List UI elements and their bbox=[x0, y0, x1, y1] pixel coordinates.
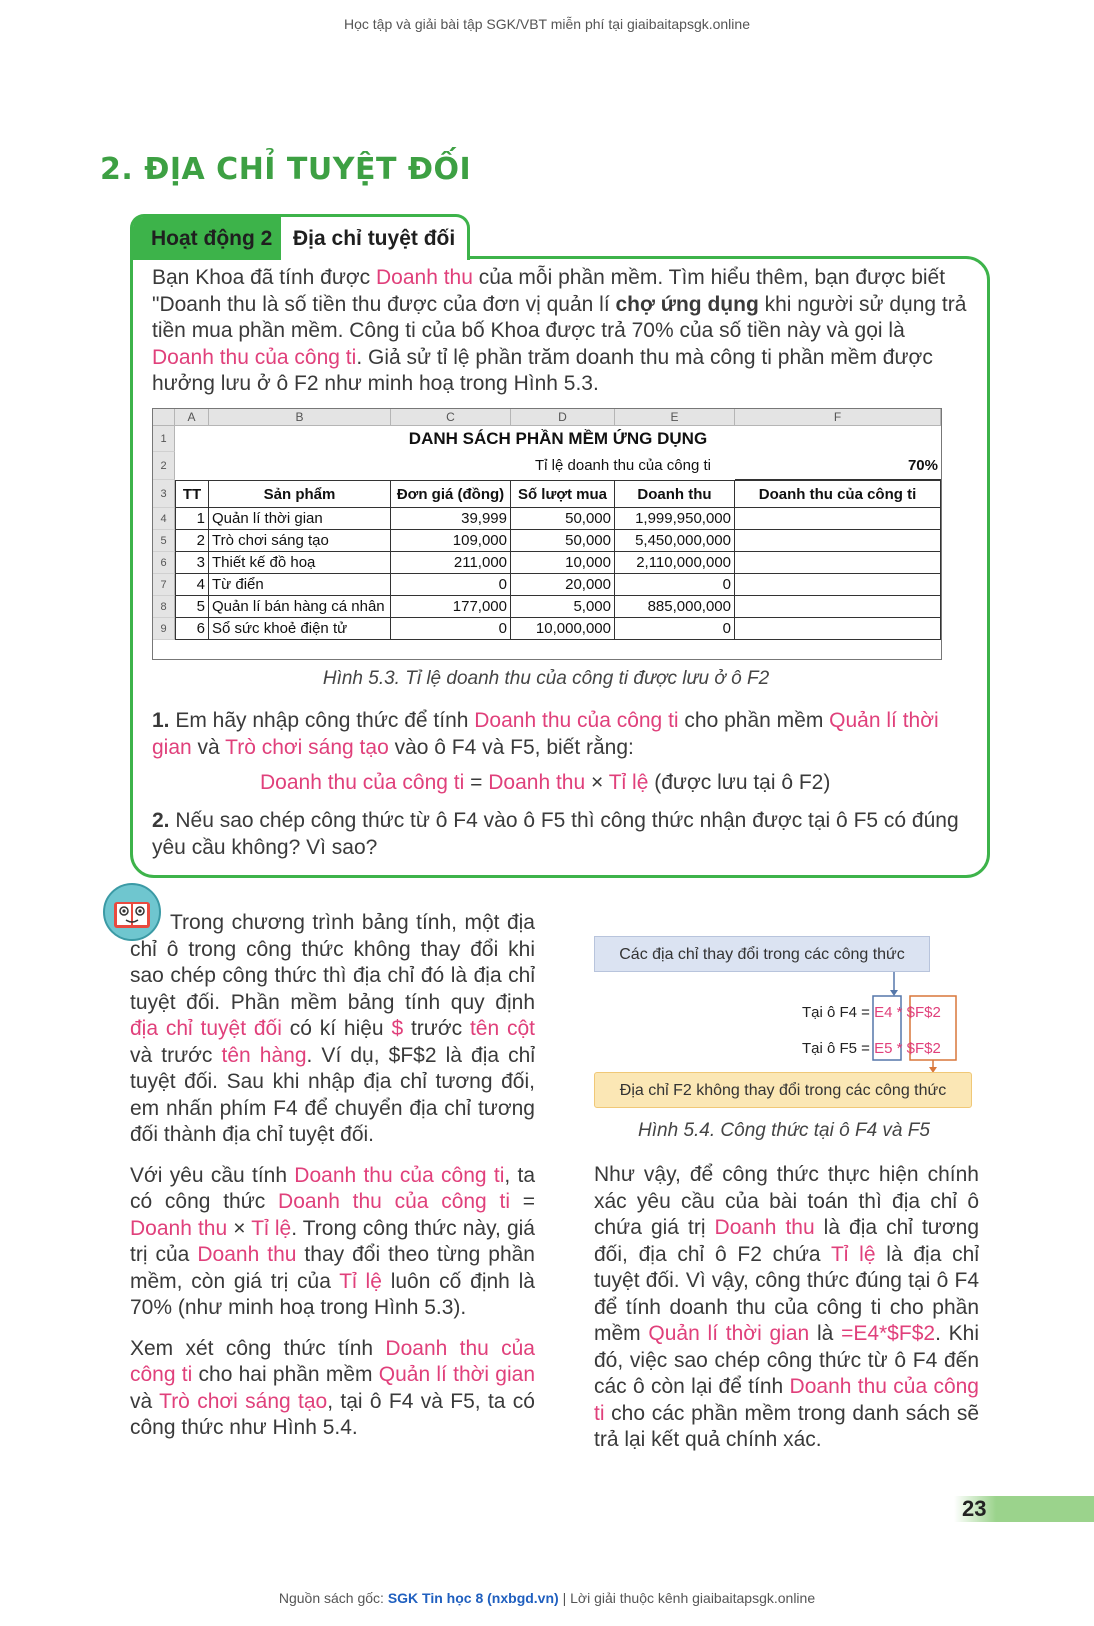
text-segment: Bạn Khoa đã tính được bbox=[152, 266, 376, 289]
page-number: 23 bbox=[962, 1496, 987, 1521]
text-segment: khi người sử dụng trả tiền mua phần mềm. Công ti của bố Khoa được trả 70% của số tiền này và gọi là bbox=[152, 292, 967, 342]
sheet-row-header: 2 bbox=[153, 452, 175, 480]
text-segment: là bbox=[809, 1322, 842, 1345]
sheet-data-cell: 10,000,000 bbox=[511, 618, 615, 640]
text-segment: . Giả sử tỉ lệ phần trăm doanh thu mà công ti phần mềm được hưởng lưu ở ô F2 như minh hoạ trong Hình 5.3. bbox=[152, 345, 933, 395]
sheet-data-cell: 0 bbox=[615, 618, 735, 640]
formula-f4-operator: * bbox=[896, 1004, 903, 1021]
text-segment: Tỉ lệ bbox=[339, 1269, 382, 1293]
sheet-row-header: 9 bbox=[153, 618, 175, 640]
question-2 bbox=[152, 808, 982, 861]
text-segment: Tỉ lệ bbox=[251, 1216, 292, 1240]
diagram-bottom-label: Địa chỉ F2 không thay đổi trong các công thức bbox=[594, 1072, 972, 1108]
diagram-arrows bbox=[594, 972, 974, 1074]
sheet-data-cell: 5,450,000,000 bbox=[615, 530, 735, 552]
sheet-data-cell: Sổ sức khoẻ điện tử bbox=[209, 618, 391, 640]
text-segment: = bbox=[509, 1190, 535, 1213]
text-segment: vào ô F4 và F5, biết rằng: bbox=[388, 735, 634, 759]
text-segment: tên cột bbox=[469, 1017, 535, 1040]
text-segment: có kí hiệu bbox=[281, 1017, 392, 1040]
text-segment: Doanh thu bbox=[714, 1216, 815, 1239]
text-segment: Doanh thu của công ti bbox=[260, 771, 465, 794]
text-segment: Doanh thu bbox=[488, 771, 586, 794]
text-segment: và bbox=[191, 735, 226, 759]
activity-title: Địa chỉ tuyệt đối bbox=[293, 227, 456, 250]
figure-5-3-caption: Hình 5.3. Tỉ lệ doanh thu của công ti được lưu ở ô F2 bbox=[322, 668, 770, 689]
formula-f5-operator: * bbox=[896, 1040, 903, 1057]
text-segment: Nếu sao chép công thức từ ô F4 vào ô F5 thì công thức nhận được tại ô F5 có đúng yêu cầu không? Vì sao? bbox=[152, 809, 959, 859]
text-segment: của mỗi phần mềm. Tìm hiểu thêm, bạn được biết "Doanh thu là số tiền thu được của đơn vị quản lí bbox=[152, 266, 946, 316]
formula-f5 bbox=[802, 1040, 941, 1057]
text-segment: luôn cố định là 70% (như minh hoạ trong Hình 5.3). bbox=[130, 1269, 535, 1319]
sheet-rate-value: 70% bbox=[735, 452, 941, 480]
sheet-column-header: B bbox=[209, 409, 391, 426]
sheet-header-cell: Đơn giá (đồng) bbox=[391, 480, 511, 508]
activity-intro bbox=[152, 265, 972, 398]
text-segment: Em hãy nhập công thức để tính bbox=[169, 709, 475, 732]
text-segment: Tỉ lệ bbox=[830, 1242, 876, 1266]
sheet-header-cell: Doanh thu bbox=[615, 480, 735, 508]
sheet-data-cell: 1,999,950,000 bbox=[615, 508, 735, 530]
sheet-data-cell: 885,000,000 bbox=[615, 596, 735, 618]
sheet-header-cell: Số lượt mua bbox=[511, 480, 615, 508]
sheet-rate-label: Tỉ lệ doanh thu của công ti bbox=[535, 457, 711, 474]
formula-f4-relative: E4 bbox=[874, 1004, 893, 1021]
text-segment: × bbox=[227, 1216, 252, 1240]
text-segment: Trong chương trình bảng tính, một địa chỉ ô trong công thức không thay đổi khi sao chép công thức thì địa chỉ đó là địa chỉ tuyệt đối. Phần mềm bảng tính quy định bbox=[130, 911, 535, 1014]
sheet-column-header: F bbox=[735, 409, 941, 426]
footer-book-link[interactable]: SGK Tin học 8 (nxbgd.vn) bbox=[387, 1590, 559, 1606]
sheet-data-cell bbox=[735, 574, 941, 596]
text-segment: Xem xét công thức tính bbox=[130, 1336, 386, 1360]
sheet-header-cell: TT bbox=[175, 480, 209, 508]
text-segment: Doanh thu của công ti bbox=[594, 1375, 979, 1425]
formula-f4-absolute: $F$2 bbox=[906, 1004, 941, 1021]
diagram-top-label: Các địa chỉ thay đổi trong các công thức bbox=[594, 936, 930, 972]
text-segment: , tại ô F4 và F5, ta có công thức như Hình 5.4. bbox=[130, 1389, 535, 1439]
sheet-data-cell bbox=[735, 508, 941, 530]
text-segment: Quản lí thời gian bbox=[648, 1322, 810, 1345]
sheet-data-cell: 20,000 bbox=[511, 574, 615, 596]
text-segment: Doanh thu của công ti bbox=[474, 709, 679, 732]
footer bbox=[0, 1590, 1094, 1606]
sheet-data-cell: 2 bbox=[175, 530, 209, 552]
text-segment: Trò chơi sáng tạo bbox=[225, 735, 389, 759]
activity-tab bbox=[130, 214, 470, 260]
footer-prefix: Nguồn sách gốc: bbox=[278, 1590, 388, 1606]
sheet-data-cell: 4 bbox=[175, 574, 209, 596]
formula-f5-relative: E5 bbox=[874, 1040, 893, 1057]
sheet-column-header: A bbox=[175, 409, 209, 426]
formula-line bbox=[260, 771, 830, 795]
left-paragraph-1 bbox=[130, 910, 535, 1149]
section-title: 2. ĐỊA CHỈ TUYỆT ĐỐI bbox=[100, 152, 472, 187]
sheet-data-cell: Thiết kế đồ hoạ bbox=[209, 552, 391, 574]
sheet-data-cell bbox=[735, 552, 941, 574]
spreadsheet-figure bbox=[152, 408, 942, 660]
left-paragraph-2 bbox=[130, 1163, 535, 1322]
activity-number: Hoạt động 2 bbox=[151, 227, 273, 250]
formula-f5-prefix: Tại ô F5 = bbox=[802, 1040, 870, 1057]
sheet-data-cell bbox=[735, 530, 941, 552]
text-segment: 2. bbox=[152, 809, 170, 832]
text-segment: Doanh thu của công ti bbox=[130, 1336, 535, 1386]
sheet-data-cell: 50,000 bbox=[511, 508, 615, 530]
text-segment: Quản lí thời gian bbox=[152, 709, 939, 759]
sheet-data-cell: 1 bbox=[175, 508, 209, 530]
sheet-data-cell: 2,110,000,000 bbox=[615, 552, 735, 574]
text-segment: 1. bbox=[152, 709, 170, 732]
text-segment: cho các phần mềm trong danh sách sẽ trả lại kết quả chính xác. bbox=[594, 1401, 979, 1451]
text-segment: trước bbox=[403, 1017, 470, 1040]
sheet-data-cell: 0 bbox=[615, 574, 735, 596]
text-segment: Với yêu cầu tính bbox=[130, 1163, 295, 1187]
sheet-data-cell: Từ điển bbox=[209, 574, 391, 596]
text-segment: Quản lí thời gian bbox=[378, 1363, 535, 1386]
left-column bbox=[130, 910, 535, 1442]
sheet-data-cell: 6 bbox=[175, 618, 209, 640]
sheet-data-cell bbox=[735, 618, 941, 640]
sheet-header-cell: Doanh thu của công ti bbox=[735, 480, 941, 508]
text-segment: cho phần mềm bbox=[678, 709, 830, 732]
sheet-row-header: 3 bbox=[153, 480, 175, 508]
text-segment: thay đổi theo từng phần mềm, còn giá trị của bbox=[130, 1243, 535, 1293]
text-segment: . Khi đó, việc sao chép công thức từ ô F4 đến các ô còn lại để tính bbox=[594, 1322, 980, 1398]
sheet-row-header: 1 bbox=[153, 426, 175, 452]
text-segment: cho hai phần mềm bbox=[192, 1363, 379, 1386]
text-segment: và bbox=[130, 1389, 160, 1413]
sheet-corner bbox=[153, 409, 175, 426]
sheet-data-cell: 109,000 bbox=[391, 530, 511, 552]
text-segment: , ta có công thức bbox=[130, 1163, 535, 1213]
text-segment: =E4*$F$2 bbox=[841, 1322, 936, 1345]
formula-f4 bbox=[802, 1004, 941, 1021]
text-segment: . Ví dụ, $F$2 là địa chỉ tuyệt đối. Sau khi nhập địa chỉ tương đối, em nhấn phím F4 để chuyển địa chỉ tương đối thành địa chỉ tuyệt đối. bbox=[130, 1043, 535, 1146]
sheet-data-cell: 177,000 bbox=[391, 596, 511, 618]
text-segment: Như vậy, để công thức thực hiện chính xác yêu cầu của bài toán thì địa chỉ ô chứa giá trị bbox=[594, 1163, 979, 1239]
sheet-row-header: 6 bbox=[153, 552, 175, 574]
sheet-data-cell: Quản lí thời gian bbox=[209, 508, 391, 530]
text-segment: Doanh thu bbox=[375, 266, 473, 289]
sheet-column-header: C bbox=[391, 409, 511, 426]
text-segment: = bbox=[464, 771, 489, 794]
right-column-paragraph bbox=[594, 1162, 979, 1454]
left-paragraph-3 bbox=[130, 1336, 535, 1442]
text-segment: chợ ứng dụng bbox=[615, 292, 759, 316]
text-segment: $ bbox=[391, 1017, 404, 1040]
text-segment: Doanh thu của công ti bbox=[278, 1190, 510, 1213]
sheet-title: DANH SÁCH PHẦN MỀM ỨNG DỤNG bbox=[408, 429, 708, 448]
text-segment: Doanh thu của công ti bbox=[152, 345, 357, 369]
sheet-row-header: 8 bbox=[153, 596, 175, 618]
text-segment: Doanh thu bbox=[197, 1243, 297, 1266]
sheet-data-cell: 50,000 bbox=[511, 530, 615, 552]
sheet-column-header: D bbox=[511, 409, 615, 426]
text-segment: là địa chỉ tuyệt đối. Vì vậy, công thức đúng tại ô F4 để tính doanh thu của công ti cho phần mềm bbox=[594, 1242, 979, 1345]
question-1 bbox=[152, 708, 982, 761]
footer-suffix: | Lời giải thuộc kênh giaibaitapsgk.online bbox=[558, 1590, 816, 1606]
sheet-data-cell: 3 bbox=[175, 552, 209, 574]
sheet-data-cell: 39,999 bbox=[391, 508, 511, 530]
text-segment: Tỉ lệ bbox=[608, 771, 649, 794]
text-segment: Trò chơi sáng tạo bbox=[159, 1389, 328, 1413]
formula-f4-prefix: Tại ô F4 = bbox=[802, 1004, 870, 1021]
formula-f5-absolute: $F$2 bbox=[906, 1040, 941, 1057]
sheet-data-cell: Trò chơi sáng tạo bbox=[209, 530, 391, 552]
sheet-row-header: 4 bbox=[153, 508, 175, 530]
sheet-data-cell: Quản lí bán hàng cá nhân bbox=[209, 596, 391, 618]
sheet-data-cell: 0 bbox=[391, 574, 511, 596]
sheet-data-cell: 10,000 bbox=[511, 552, 615, 574]
sheet-data-cell: 5,000 bbox=[511, 596, 615, 618]
text-segment: Doanh thu của công ti bbox=[294, 1163, 505, 1187]
text-segment: . Trong công thức này, giá trị của bbox=[130, 1216, 535, 1266]
sheet-data-cell: 5 bbox=[175, 596, 209, 618]
sheet-data-cell: 211,000 bbox=[391, 552, 511, 574]
text-segment: và trước bbox=[130, 1043, 222, 1067]
sheet-data-cell bbox=[735, 596, 941, 618]
top-note: Học tập và giải bài tập SGK/VBT miễn phí tại giaibaitapsgk.online bbox=[344, 16, 750, 32]
text-segment: là địa chỉ tương đối, địa chỉ ô F2 chứa bbox=[594, 1216, 979, 1266]
text-segment: địa chỉ tuyệt đối bbox=[130, 1017, 282, 1040]
sheet-header-cell: Sản phẩm bbox=[209, 480, 391, 508]
sheet-column-header: E bbox=[615, 409, 735, 426]
sheet-row-header: 5 bbox=[153, 530, 175, 552]
sheet-data-cell: 0 bbox=[391, 618, 511, 640]
sheet-row-header: 7 bbox=[153, 574, 175, 596]
text-segment: × bbox=[585, 771, 609, 794]
text-segment: tên hàng bbox=[221, 1043, 307, 1067]
text-segment: (được lưu tại ô F2) bbox=[648, 771, 831, 794]
figure-5-4-caption: Hình 5.4. Công thức tại ô F4 và F5 bbox=[638, 1120, 930, 1141]
text-segment: Doanh thu bbox=[130, 1216, 228, 1240]
